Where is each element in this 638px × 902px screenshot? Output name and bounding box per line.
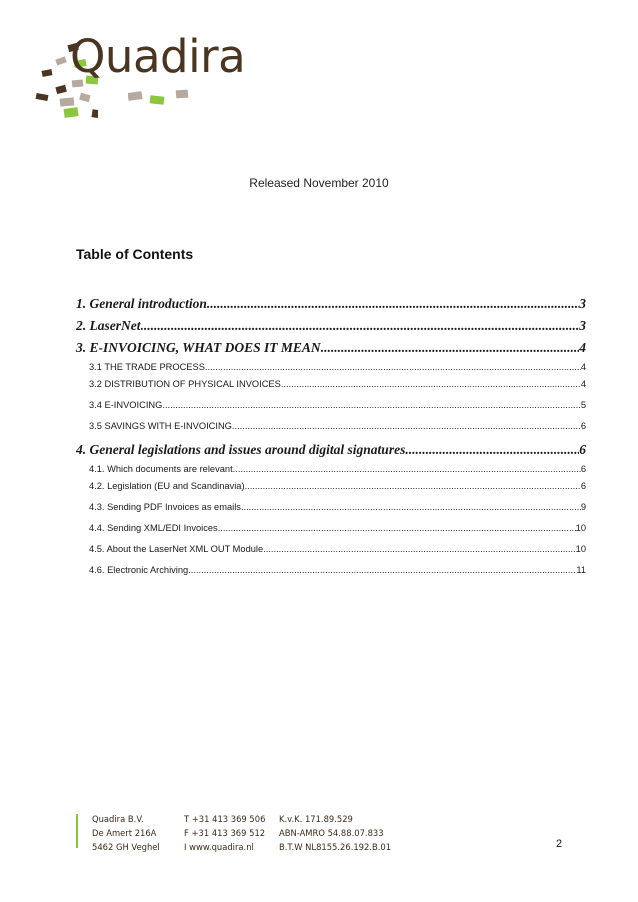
footer-phone: T +31 413 369 506 [184, 814, 266, 824]
toc-entry[interactable] [76, 523, 586, 544]
toc-entry-page: 10 [575, 523, 586, 533]
page-number: 2 [556, 838, 563, 850]
toc-entry[interactable] [76, 442, 586, 464]
toc-entry[interactable] [76, 565, 586, 586]
footer-accent-bar [76, 814, 78, 848]
footer-registration-line: K.v.K. 171.89.529 [279, 814, 353, 824]
toc-dot-leader [205, 362, 581, 372]
toc-entry[interactable] [76, 379, 586, 400]
toc-entry-label: 4. General legislations and issues around digital signatures [76, 442, 406, 457]
toc-entry-label: 4.1. Which documents are relevant [89, 464, 233, 474]
toc-entry-label: 3.2 DISTRIBUTION OF PHYSICAL INVOICES [89, 379, 281, 389]
footer-company [92, 812, 160, 854]
toc-entry-page: 6 [579, 442, 586, 457]
toc-entry-page: 6 [580, 464, 586, 474]
toc-entry-label: 3.4 E-INVOICING [89, 400, 163, 410]
toc-entry-page: 3 [579, 318, 586, 333]
table-of-contents [76, 296, 586, 586]
toc-entry-label: 3.1 THE TRADE PROCESS [89, 362, 205, 372]
toc-dot-leader [233, 464, 581, 474]
toc-dot-leader [232, 421, 581, 431]
toc-entry[interactable] [76, 544, 586, 565]
toc-dot-leader [188, 565, 576, 575]
toc-entry[interactable] [76, 400, 586, 421]
footer-registration [279, 812, 391, 854]
quadira-logo [28, 30, 278, 120]
logo-paper-trail [128, 88, 208, 118]
toc-entry[interactable] [76, 296, 586, 318]
toc-entry-page: 9 [580, 502, 586, 512]
toc-heading: Table of Contents [76, 246, 194, 262]
toc-entry-page: 4 [579, 340, 586, 355]
toc-entry-page: 3 [579, 296, 586, 311]
footer-company-line: Quadira B.V. [92, 814, 144, 824]
toc-entry-label: 4.3. Sending PDF Invoices as emails [89, 502, 241, 512]
toc-dot-leader [245, 481, 581, 491]
toc-entry[interactable] [76, 362, 586, 379]
toc-entry-page: 10 [575, 544, 586, 554]
toc-entry-label: 4.4. Sending XML/EDI Invoices [89, 523, 218, 533]
logo-text: Quadira [70, 30, 246, 83]
toc-entry-page: 4 [580, 362, 586, 372]
footer-company-line: 5462 GH Veghel [92, 842, 160, 852]
toc-entry[interactable] [76, 421, 586, 442]
toc-entry[interactable] [76, 340, 586, 362]
toc-entry-page: 4 [580, 379, 586, 389]
toc-dot-leader [321, 340, 580, 356]
toc-entry-page: 6 [580, 481, 586, 491]
footer-fax: F +31 413 369 512 [184, 828, 266, 838]
toc-dot-leader [218, 523, 576, 533]
toc-dot-leader [263, 544, 576, 554]
toc-entry-label: 4.5. About the LaserNet XML OUT Module [89, 544, 264, 554]
toc-dot-leader [207, 296, 579, 312]
toc-dot-leader [405, 442, 579, 458]
release-date: Released November 2010 [249, 176, 389, 190]
toc-entry-label: 1. General introduction [76, 296, 207, 311]
page-footer [76, 812, 596, 852]
toc-entry-label: 4.6. Electronic Archiving [89, 565, 189, 575]
toc-entry-label: 4.2. Legislation (EU and Scandinavia) [89, 481, 245, 491]
toc-dot-leader [281, 379, 581, 389]
toc-entry[interactable] [76, 318, 586, 340]
toc-entry-label: 3.5 SAVINGS WITH E-INVOICING [89, 421, 232, 431]
toc-entry-page: 11 [576, 565, 586, 575]
footer-company-line: De Amert 216A [92, 828, 157, 838]
toc-entry[interactable] [76, 481, 586, 502]
toc-entry[interactable] [76, 502, 586, 523]
toc-dot-leader [241, 502, 581, 512]
toc-entry-label: 2. LaserNet [76, 318, 141, 333]
toc-entry[interactable] [76, 464, 586, 481]
footer-registration-line: B.T.W NL8155.26.192.B.01 [279, 842, 392, 852]
toc-dot-leader [162, 400, 580, 410]
footer-website[interactable]: I www.quadira.nl [184, 842, 254, 852]
toc-dot-leader [141, 318, 580, 334]
toc-entry-page: 6 [580, 421, 586, 431]
footer-registration-line: ABN-AMRO 54.88.07.833 [279, 828, 384, 838]
toc-entry-page: 5 [580, 400, 586, 410]
toc-entry-label: 3. E-INVOICING, WHAT DOES IT MEAN [76, 340, 321, 355]
footer-contact [184, 812, 265, 854]
